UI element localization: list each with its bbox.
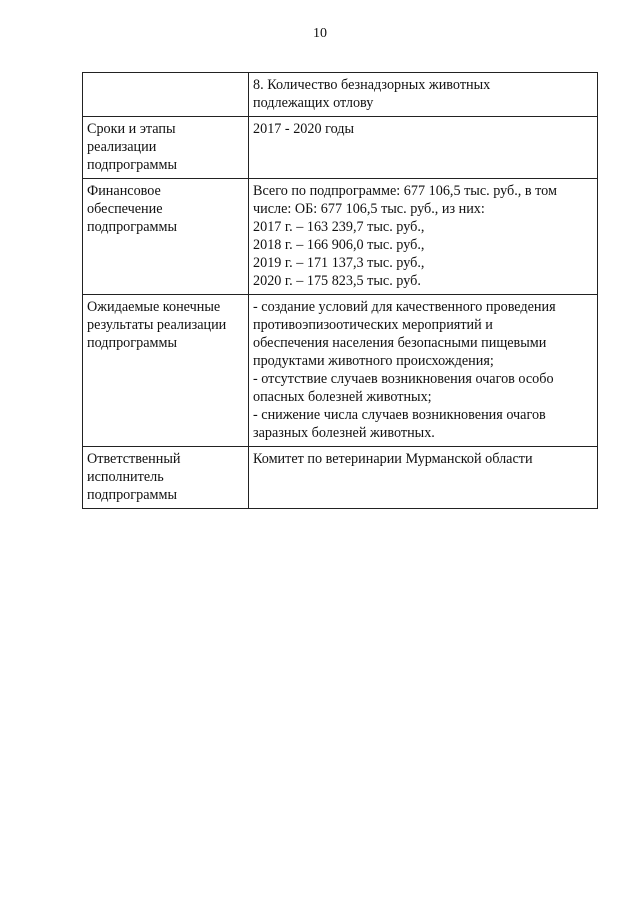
row-expected-results (83, 295, 598, 447)
label-line: подпрограммы (87, 219, 177, 235)
label-line: подпрограммы (87, 335, 177, 351)
value-line: - снижение числа случаев возникновения очагов (253, 407, 546, 423)
label-line: результаты реализации (87, 317, 227, 333)
value-cell (249, 295, 598, 447)
value-line: обеспечения населения безопасными пищевыми (253, 335, 547, 351)
table-body (83, 73, 598, 509)
label-line: Сроки и этапы (87, 121, 176, 137)
value-line: - создание условий для качественного проведения (253, 299, 556, 315)
value-cell (249, 73, 598, 117)
value-line: 2018 г. – 166 906,0 тыс. руб., (253, 237, 425, 253)
label-cell (83, 73, 249, 117)
row-responsible-executor (83, 447, 598, 509)
page-number: 10 (313, 26, 327, 41)
value-cell (249, 117, 598, 179)
value-line: - отсутствие случаев возникновения очагов особо (253, 371, 554, 387)
value-line: противоэпизоотических мероприятий и (253, 317, 493, 333)
value-line: 2017 - 2020 годы (253, 121, 355, 137)
label-line: исполнитель (87, 469, 164, 485)
label-cell (83, 179, 249, 295)
label-line: подпрограммы (87, 487, 177, 503)
label-cell (83, 295, 249, 447)
label-cell (83, 447, 249, 509)
row-financing (83, 179, 598, 295)
value-line: Всего по подпрограмме: 677 106,5 тыс. руб., в том (253, 183, 557, 199)
label-cell (83, 117, 249, 179)
label-line: Финансовое (87, 183, 161, 199)
label-line: обеспечение (87, 201, 163, 217)
value-line: 2020 г. – 175 823,5 тыс. руб. (253, 273, 421, 289)
value-line: заразных болезней животных. (253, 425, 435, 441)
label-line: Ответственный (87, 451, 181, 467)
label-line: реализации (87, 139, 157, 155)
row-implementation-period (83, 117, 598, 179)
label-line: Ожидаемые конечные (87, 299, 221, 315)
value-line: 8. Количество безнадзорных животных (253, 77, 491, 93)
value-line: Комитет по ветеринарии Мурманской области (253, 451, 533, 467)
label-line: подпрограммы (87, 157, 177, 173)
value-line: 2017 г. – 163 239,7 тыс. руб., (253, 219, 425, 235)
value-line: продуктами животного происхождения; (253, 353, 494, 369)
value-cell (249, 447, 598, 509)
row-stray-animals-indicator (83, 73, 598, 117)
value-line: 2019 г. – 171 137,3 тыс. руб., (253, 255, 425, 271)
value-line: числе: ОБ: 677 106,5 тыс. руб., из них: (253, 201, 485, 217)
value-line: опасных болезней животных; (253, 389, 432, 405)
value-line: подлежащих отлову (253, 95, 374, 111)
value-cell (249, 179, 598, 295)
subprogram-passport-table (82, 72, 598, 509)
